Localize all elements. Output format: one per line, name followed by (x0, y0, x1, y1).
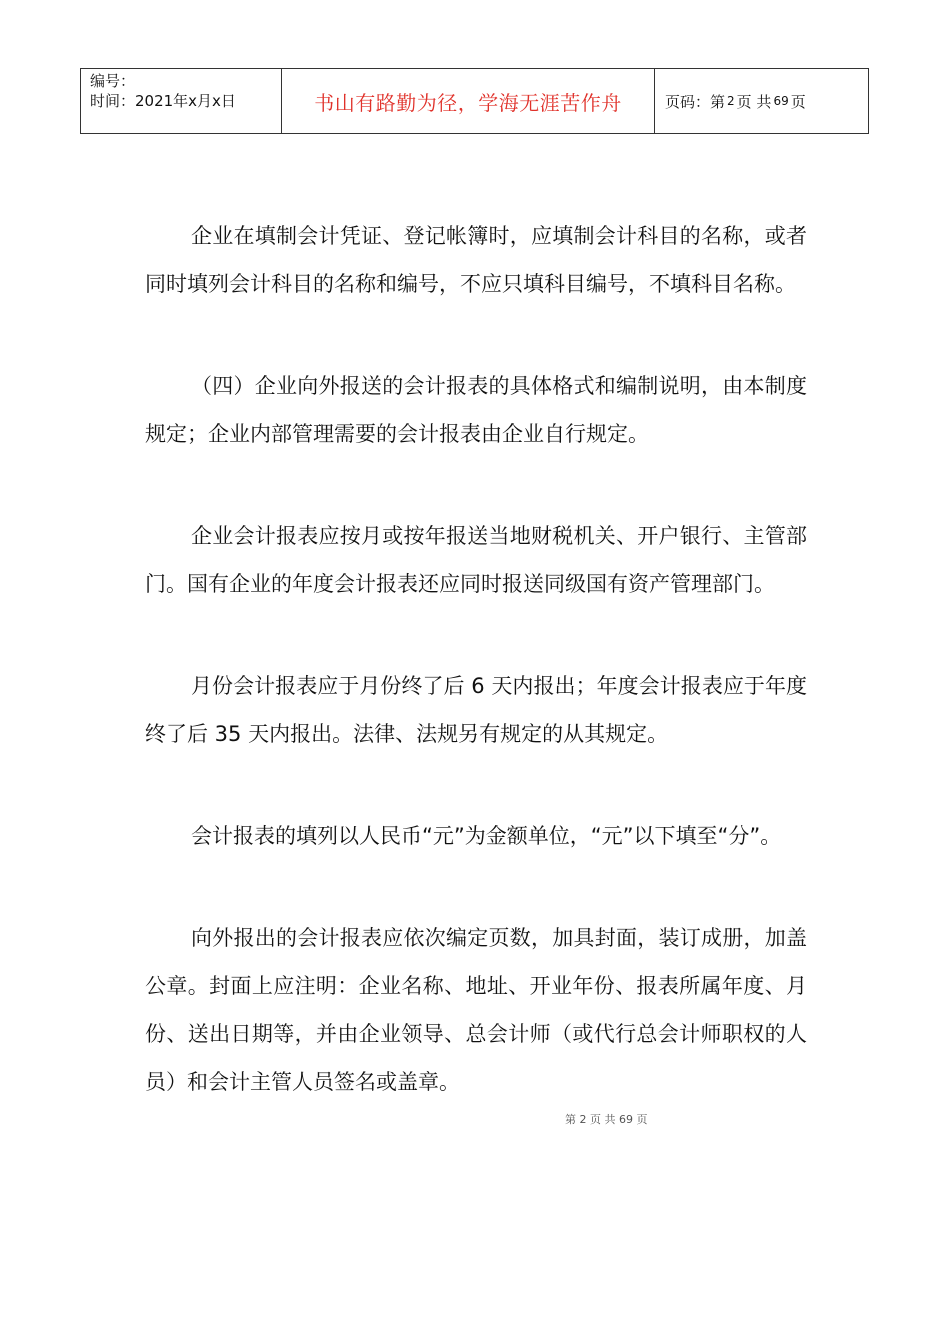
paragraph-6: 向外报出的会计报表应依次编定页数，加具封面，装订成册，加盖公章。封面上应注明：企业名称、地址、开业年份、报表所属年度、月份、送出日期等，并由企业领导、总会计师（或代行总会计师职权的人员）和会计主管人员签名或盖章。 (145, 926, 807, 1094)
document-header (80, 68, 869, 134)
motto-text: 书山有路勤为径，学海无涯苦作舟 (314, 90, 622, 115)
footer-page-note: 第 2 页 共 69 页 (565, 1113, 648, 1126)
number-label: 编号： (90, 72, 136, 90)
header-motto-cell (282, 69, 655, 133)
page-current: 2 (727, 94, 735, 108)
paragraph-1: 企业在填制会计凭证、登记帐簿时，应填制会计科目的名称，或者同时填列会计科目的名称和编号，不应只填科目编号，不填科目名称。 (145, 224, 807, 296)
paragraph-4: 月份会计报表应于月份终了后 6 天内报出；年度会计报表应于年度终了后 35 天内报出。法律、法规另有规定的从其规定。 (145, 674, 807, 746)
paragraph-2: （四）企业向外报送的会计报表的具体格式和编制说明，由本制度规定；企业内部管理需要的会计报表由企业自行规定。 (145, 374, 807, 446)
page-total: 69 (773, 94, 789, 108)
page-middle: 页 共 (736, 92, 772, 111)
header-page-cell (655, 69, 868, 133)
header-meta-cell (81, 69, 282, 133)
time-label: 时间：2021年x月x日 (90, 92, 236, 110)
paragraph-5: 会计报表的填列以人民币“元”为金额单位，“元”以下填至“分”。 (191, 824, 782, 848)
page-prefix: 页码：第 (665, 92, 726, 111)
document-body (145, 212, 807, 1106)
paragraph-3: 企业会计报表应按月或按年报送当地财税机关、开户银行、主管部门。国有企业的年度会计报表还应同时报送同级国有资产管理部门。 (145, 524, 807, 596)
page-suffix: 页 (790, 92, 806, 111)
